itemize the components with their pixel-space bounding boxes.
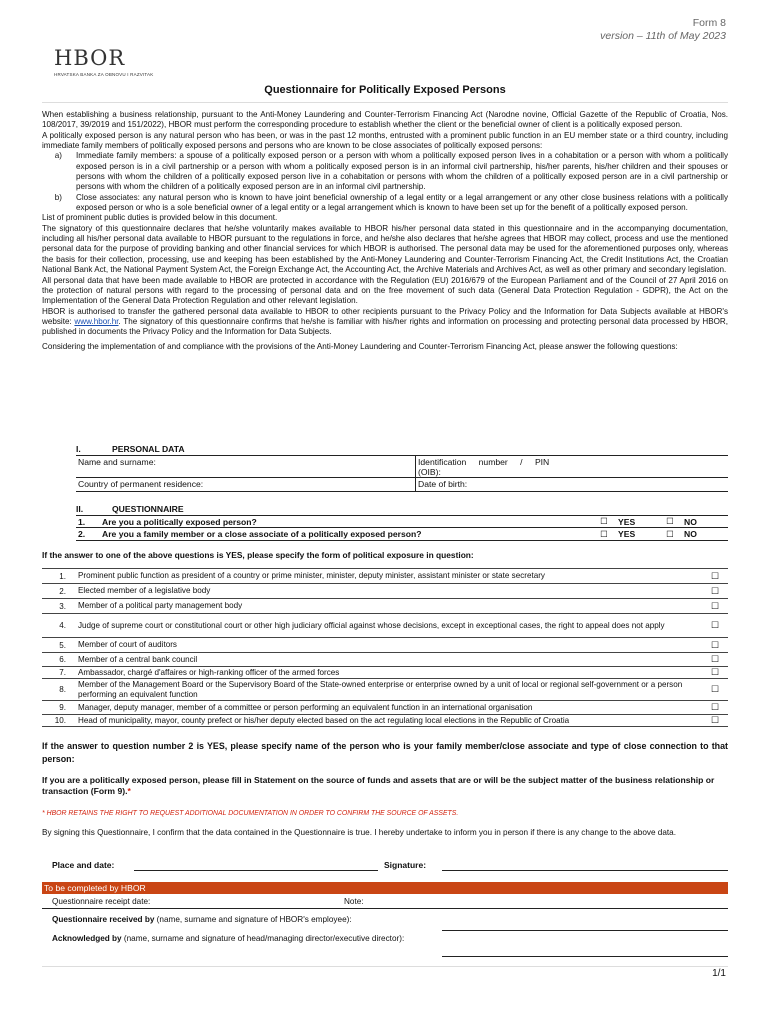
field-label: Date of birth:	[418, 479, 468, 489]
received-by-field[interactable]	[442, 930, 728, 931]
text-span: (name, surname and signature of HBOR's employee):	[154, 915, 352, 924]
hbor-logo	[54, 48, 153, 77]
section-title: PERSONAL DATA	[112, 444, 185, 454]
field-label: Name and surname:	[78, 457, 156, 467]
table-row	[42, 667, 728, 679]
hbor-section-header: To be completed by HBOR	[42, 882, 728, 894]
row-number: 9.	[59, 703, 66, 712]
row-number: 10.	[54, 716, 66, 725]
no-label: NO	[684, 516, 697, 527]
question-row	[76, 528, 728, 540]
text-span: . The signatory of this questionnaire confirms that he/she is familiar with his/her rights and information on processing and protecting personal data processed by HBOR, published in documents the Privacy Policy and the Information for Data Subjects.	[42, 316, 728, 337]
item-text: Close associates: any natural person who is known to have joint beneficial ownership of a legal entity or a legal arrangement or any other close business relations with a politically exposed person or who is a sole beneficial owner of a legal entity or a legal arrangement which is known to have been set up for the benefit of a politically exposed person.	[76, 192, 728, 213]
row-text: Head of municipality, mayor, county prefect or his/her deputy elected based on the act regulating local elections in the Republic of Croatia	[78, 715, 570, 725]
note-label: Note:	[344, 897, 364, 906]
row-text: Manager, deputy manager, member of a committee or person performing an equivalent function in an international organisation	[78, 702, 533, 712]
row-number: 8.	[59, 685, 66, 694]
signature-field[interactable]	[442, 870, 728, 871]
exposure-checkbox[interactable]: ☐	[710, 620, 720, 630]
exposure-checkbox[interactable]: ☐	[710, 600, 720, 611]
form-version: version – 11th of May 2023	[600, 30, 726, 42]
title-divider	[42, 102, 728, 103]
place-date-label: Place and date:	[52, 860, 115, 870]
table-row	[42, 638, 728, 653]
personal-data-section	[76, 444, 728, 492]
personal-data-table	[76, 455, 728, 492]
item-text: Immediate family members: a spouse of a politically exposed person or a person with whom a politically exposed person lives in a cohabitation or a person with whom a politically exposed person is in a civil partnership or a person with whom a politically exposed person is in an informal civil partnership, his/her parents, his/her children and their spouses or persons with whom the children of a politically exposed person live in a cohabitation or persons with whom the children of a politically exposed person are in a civil partnership or persons with whom the children of a politically exposed person are in an informal civil partnership.	[76, 151, 728, 192]
table-row	[76, 478, 728, 491]
exposure-checkbox[interactable]: ☐	[710, 585, 720, 596]
row-number: 4.	[59, 621, 66, 630]
pep-instruction	[42, 775, 728, 797]
exposure-list-table	[42, 568, 728, 727]
acknowledged-by-field[interactable]	[442, 956, 728, 957]
exposure-checkbox[interactable]: ☐	[710, 639, 720, 650]
hbor-website-link[interactable]: www.hbor.hr	[74, 316, 119, 326]
intro-paragraph: The signatory of this questionnaire declares that he/she voluntarily makes available to HBOR his/her personal data stated in this questionnaire and in the accompanying documentation, including all his/her personal data available to HBOR pursuant to the regulations in force, and he/she also declares that he/she agrees that HBOR may collect, process and use the mentioned personal data for the purpose of providing banking and other financial services for which HBOR is authorised. The personal data may be used for the aforementioned purposes only, whereas the basis for their collection, processing, use and keeping has been established by the Anti-Money Laundering and Counter-Terrorism Financing Act, the Credit Institutions Act, the Croatian National Bank Act, the National Payment System Act, the Foreign Exchange Act, the Accounting Act, the Archive Materials and Archives Act, as well as other primary and secondary legislation.	[42, 223, 728, 275]
row-number: 6.	[59, 655, 66, 664]
table-row	[42, 614, 728, 638]
q1-no-checkbox[interactable]: ☐	[666, 516, 674, 526]
exposure-checkbox[interactable]: ☐	[710, 702, 720, 712]
question-text: Are you a politically exposed person?	[102, 516, 257, 527]
rights-notice: * HBOR RETAINS THE RIGHT TO REQUEST ADDITIONAL DOCUMENTATION IN ORDER TO CONFIRM THE SOURCE OF ASSETS.	[42, 810, 459, 817]
row-text: Member of court of auditors	[78, 640, 177, 649]
oib-field[interactable]	[416, 456, 728, 477]
row-text: Member of a central bank council	[78, 654, 198, 664]
received-by-label	[52, 915, 352, 924]
question-number: 1.	[78, 516, 86, 527]
place-date-field[interactable]	[134, 870, 378, 871]
intro-paragraph: List of prominent public duties is provided below in this document.	[42, 213, 278, 223]
document-title: Questionnaire for Politically Exposed Persons	[264, 84, 506, 96]
section-number: I.	[76, 444, 81, 454]
section-title: QUESTIONNAIRE	[112, 504, 184, 514]
question-row	[76, 516, 728, 528]
exposure-checkbox[interactable]: ☐	[710, 715, 720, 725]
intro-paragraph: All personal data that have been made available to HBOR are protected in accordance with the Regulation (EU) 2016/679 of the European Parliament and of the Council of 27 April 2016 on the protection of natural persons with regard to the processing of personal data and on the free movement of such data (General Data Protection Regulation - GDPR), the Act on the Implementation of the General Data Protection Regulation and other relevant legislation.	[42, 275, 728, 306]
table-row	[42, 701, 728, 715]
q2-no-checkbox[interactable]: ☐	[666, 528, 674, 539]
text-span: HBOR is authorised to transfer the gathered personal data available to HBOR to other recipients pursuant to the Privacy Policy and the Information for Data Subjects available at HBOR's website:	[42, 306, 728, 326]
name-field[interactable]	[76, 456, 416, 477]
bold-text: Questionnaire received by	[52, 915, 155, 924]
row-number: 5.	[59, 640, 66, 650]
definition-item	[42, 193, 728, 214]
intro-paragraph: A politically exposed person is any natural person who has been, or was in the past 12 months, entrusted with a prominent public function in an EU member state or a third country, including immediate family members of politically exposed persons and persons who are known to be close associates of politically exposed persons:	[42, 130, 728, 151]
row-number: 1.	[59, 571, 66, 581]
page-number: 1/1	[712, 968, 726, 979]
questionnaire-section	[76, 504, 728, 541]
form-number: Form 8	[692, 17, 726, 29]
signing-statement: By signing this Questionnaire, I confirm that the data contained in the Questionnaire is true. I hereby undertake to inform you in person if there is any change to the above data.	[42, 828, 676, 837]
logo-mark: HBOR	[54, 46, 126, 70]
row-text: Member of a political party management body	[78, 601, 243, 610]
intro-paragraph: When establishing a business relationship, pursuant to the Anti-Money Laundering and Counter-Terrorism Financing Act (Narodne novine, Official Gazette of the Republic of Croatia, Nos. 108/2017, 39/2019 and 151/2022), HBOR must perform the corresponding procedure to establish whether the client or the beneficial owner of client is a politically exposed person.	[42, 110, 728, 130]
row-number: 7.	[59, 668, 66, 677]
row-number: 3.	[59, 601, 66, 611]
country-field[interactable]	[76, 478, 416, 491]
questions-table	[76, 515, 728, 541]
table-row	[42, 584, 728, 599]
row-text: Ambassador, chargé d'affaires or high-ranking officer of the armed forces	[78, 667, 340, 677]
intro-paragraph	[42, 307, 728, 338]
exposure-instruction: If the answer to one of the above questions is YES, please specify the form of political exposure in question:	[42, 550, 474, 560]
intro-paragraph: Considering the implementation of and compliance with the provisions of the Anti-Money Laundering and Counter-Terrorism Financing Act, please answer the following questions:	[42, 341, 678, 351]
table-row	[42, 679, 728, 701]
row-text: Member of the Management Board or the Supervisory Board of the State-owned enterprise or enterprise owned by a unit of local or regional self-government or a person performing an equivalent function	[78, 679, 683, 699]
row-text: Prominent public function as president of a country or prime minister, minister, deputy minister, assistant minister or state secretary	[78, 571, 545, 580]
section-number: II.	[76, 504, 84, 514]
q2-yes-checkbox[interactable]: ☐	[600, 528, 608, 539]
question-number: 2.	[78, 529, 86, 539]
exposure-checkbox[interactable]: ☐	[710, 667, 720, 677]
family-member-instruction: If the answer to question number 2 is YES, please specify name of the person who is your family member/close associate and type of close connection to that person:	[42, 741, 728, 764]
definition-item	[42, 151, 728, 192]
hbor-section	[42, 894, 728, 966]
text-span: (name, surname and signature of head/managing director/executive director):	[121, 934, 405, 943]
table-row	[42, 569, 728, 584]
row-text: Judge of supreme court or constitutional court or other high judiciary official against whose decisions, except in exceptional cases, the right to appeal does not apply	[78, 620, 665, 630]
text-span: If you are a politically exposed person, please fill in Statement on the source of funds and assets that are or will be the subject matter of the business relationship or transaction (Form 9).	[42, 775, 715, 796]
yes-label: YES	[618, 529, 636, 539]
q1-yes-checkbox[interactable]: ☐	[600, 516, 608, 526]
bold-text: Acknowledged by	[52, 934, 122, 943]
exposure-checkbox[interactable]: ☐	[710, 654, 720, 664]
footer-divider	[42, 966, 728, 967]
section-heading	[76, 444, 728, 455]
intro-text	[42, 110, 728, 352]
question-text: Are you a family member or a close associate of a politically exposed person?	[102, 529, 422, 539]
exposure-checkbox[interactable]: ☐	[710, 684, 720, 694]
section-heading	[76, 504, 728, 515]
receipt-date-label: Questionnaire receipt date:	[52, 897, 151, 906]
table-row	[76, 456, 728, 478]
exposure-checkbox[interactable]: ☐	[710, 570, 720, 581]
logo-subtitle: HRVATSKA BANKA ZA OBNOVU I RAZVITAK	[54, 72, 154, 77]
footnote-marker: *	[127, 786, 131, 796]
row-number: 2.	[59, 586, 66, 596]
item-label: a)	[54, 151, 62, 161]
row-text: Elected member of a legislative body	[78, 586, 211, 595]
table-row	[42, 715, 728, 727]
table-row	[42, 599, 728, 614]
no-label: NO	[684, 529, 697, 539]
field-label: Country of permanent residence:	[78, 479, 204, 489]
form-header	[600, 17, 726, 43]
dob-field[interactable]	[416, 478, 728, 491]
row-divider	[42, 908, 728, 909]
yes-label: YES	[618, 516, 636, 527]
table-row	[42, 653, 728, 667]
signature-label: Signature:	[384, 860, 427, 870]
field-label: Identification number / PIN (OIB):	[418, 457, 550, 477]
acknowledged-by-label	[52, 934, 432, 945]
item-label: b)	[54, 192, 62, 202]
